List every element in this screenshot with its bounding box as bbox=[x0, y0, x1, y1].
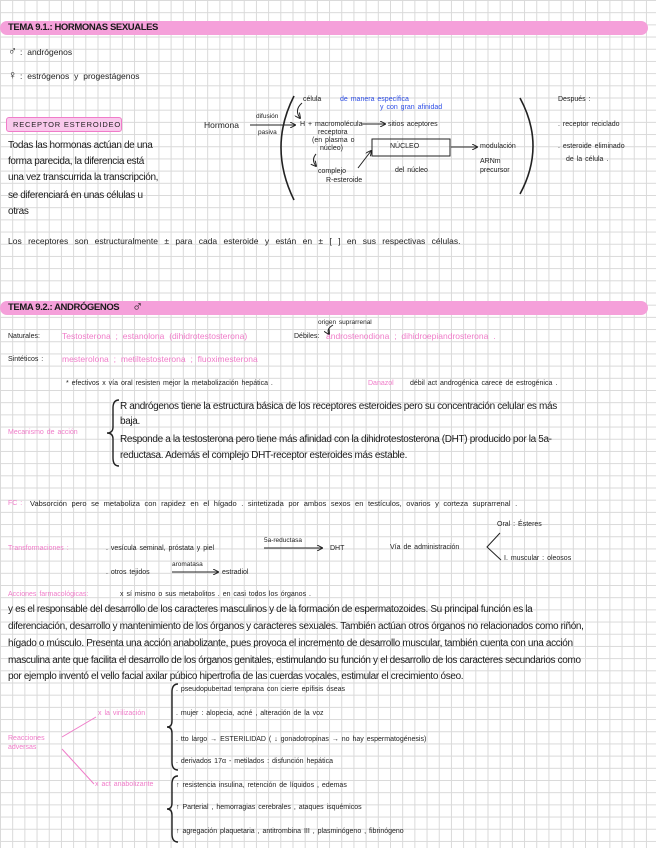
efectivos-note: * efectivos x vía oral resisten mejor la metabolización hepática . bbox=[66, 380, 273, 387]
diagram-eliminado-1: . esteroide eliminado bbox=[558, 143, 625, 150]
reacciones-label-2: adversas bbox=[8, 744, 37, 751]
anabolizante-item: ↑ agregación plaquetaria , antitrombina III , plasminógeno , fibrinógeno bbox=[176, 828, 404, 835]
diagram-macro-line-3: (en plasma o bbox=[312, 137, 355, 144]
mecanismo-line-4: reductasa. Además el complejo DHT-receptor esteroides más estable. bbox=[120, 450, 408, 461]
sinteticos-list: mesterolona ; metiltestosterona ; fluoximesterona bbox=[62, 354, 258, 364]
reacciones-label-1: Reacciones bbox=[8, 735, 45, 742]
receptor-esteroideo-label: RECEPTOR ESTEROIDEO bbox=[13, 120, 121, 129]
diagram-pasiva: pasiva bbox=[258, 129, 277, 136]
via-bracket bbox=[487, 533, 501, 560]
transform-2-product: estradiol bbox=[222, 569, 249, 576]
receptor-esteroideo-badge bbox=[6, 117, 122, 132]
transform-1-product: DHT bbox=[330, 545, 345, 552]
diagram-precursor: precursor bbox=[480, 167, 510, 174]
diagram-complejo-2: R-esteroide bbox=[326, 177, 363, 184]
reacciones-line-anabolizante bbox=[62, 749, 94, 784]
diagram-macro-line-2: receptora bbox=[318, 129, 348, 136]
diagram-difusion: difusión bbox=[256, 113, 279, 120]
diagram-arnm: ARNm bbox=[480, 158, 501, 165]
diagram-celula: célula bbox=[303, 96, 322, 103]
mecanismo-line-1: R andrógenos tiene la estructura básica de los receptores esteroides pero su concentración celular es más bbox=[120, 401, 557, 412]
naturales-label: Naturales: bbox=[8, 333, 40, 340]
male-text: : andrógenos bbox=[20, 47, 73, 57]
anabolizante-item: ↑ Parterial , hemorragias cerebrales , ataques isquémicos bbox=[176, 804, 362, 811]
diagram-hormona: Hormona bbox=[204, 120, 239, 130]
tema-9-1-title: TEMA 9.1.: HORMONAS SEXUALES bbox=[8, 22, 158, 33]
via-oral: Oral : Ésteres bbox=[497, 521, 542, 528]
intro-line-1: Todas las hormonas actúan de una bbox=[8, 140, 153, 151]
fc-text: Vabsorción pero se metaboliza con rapidez en el hígado . sintetizada por ambos sexos en testículos, ovarios y corteza suprarrenal . bbox=[30, 499, 518, 508]
intro-line-2: forma parecida, la diferencia está bbox=[8, 156, 144, 167]
parrafo-line-4: masculina ante que facilita el desarrollo de los órganos genitales, estimulando su función y el desarrollo de los caracteres secundarios como bbox=[8, 655, 581, 666]
mecanismo-line-2: baja. bbox=[120, 416, 140, 427]
mecanismo-line-3: Responde a la testosterona pero tiene más afinidad con la dihidrotestosterona (DHT) producido por la 5a- bbox=[120, 434, 552, 445]
diagram-especifica: de manera específica bbox=[340, 96, 409, 103]
anabolizante-label: x act anabolizante bbox=[95, 781, 154, 788]
diagram-modulacion: modulación bbox=[480, 143, 516, 150]
transform-2-source: . otros tejidos bbox=[106, 569, 150, 576]
transform-1-source: . vesícula seminal, próstata y piel bbox=[106, 545, 215, 552]
intro-line-4: se diferenciará en unas células u bbox=[8, 190, 143, 201]
celula-arrow bbox=[297, 103, 302, 118]
virilizacion-label: x la virilización bbox=[98, 710, 146, 717]
acciones-label: Acciones farmacológicas: bbox=[8, 591, 89, 598]
diagram-nucleo: NÚCLEO bbox=[390, 143, 420, 150]
virilizacion-item: . derivados 17α - metilados : disfunción hepática bbox=[176, 758, 333, 765]
debiles-list: androstenodiona ; dihidroepiandrosterona . bbox=[326, 331, 496, 341]
male-symbol-icon: ♂ bbox=[132, 298, 144, 315]
female-symbol-icon: ♀ bbox=[8, 68, 17, 82]
danazol-label: Danazol bbox=[368, 380, 394, 387]
via-label: Vía de administración bbox=[390, 544, 460, 551]
intro-line-5: otras bbox=[8, 206, 29, 217]
tema-9-1-header bbox=[0, 21, 648, 35]
virilizacion-item: . pseudopubertad temprana con cierre epífisis óseas bbox=[176, 686, 346, 693]
diagram-sitios: sitios aceptores bbox=[388, 121, 438, 128]
receptores-note: Los receptores son estructuralmente ± para cada esteroide y están en ± [ ] en sus respectivas células. bbox=[8, 236, 461, 246]
left-parenthesis bbox=[281, 96, 294, 200]
tema-9-2-title: TEMA 9.2.: ANDRÓGENOS bbox=[8, 302, 120, 313]
diagram-despues: Después : bbox=[558, 96, 591, 103]
danazol-note: débil act androgénica carece de estrogénica . bbox=[410, 380, 558, 387]
transform-1-enzyme: 5a-reductasa bbox=[264, 537, 302, 544]
acciones-text: x sí mismo o sus metabolitos . en casi todos los órganos . bbox=[120, 591, 311, 598]
via-im: I. muscular : oleosos bbox=[504, 555, 572, 562]
diagram-reciclado: . receptor reciclado bbox=[558, 121, 620, 128]
anabolizante-item: ↑ resistencia insulina, retención de líquidos , edemas bbox=[176, 782, 347, 789]
transformaciones-label: Transformaciones : bbox=[8, 545, 69, 552]
diagram-macro-line-4: núcleo) bbox=[320, 145, 343, 152]
mecanismo-brace bbox=[107, 400, 119, 466]
fc-label: FC : bbox=[8, 500, 23, 507]
parrafo-line-5: por ejemplo inventó el vello facial axilar púbico hipertrofia de las cuerdas vocales, estimular el crecimiento óseo. bbox=[8, 671, 464, 682]
reacciones-line-virilizacion bbox=[62, 717, 96, 737]
diagram-complejo-1: complejo bbox=[318, 168, 347, 175]
virilizacion-item: . tto largo → ESTERILIDAD ( ↓ gonadotropinas → no hay espermatogénesis) bbox=[176, 736, 427, 743]
complejo-to-nucleo-arrow bbox=[358, 151, 371, 168]
debiles-label: Débiles: bbox=[294, 333, 320, 340]
intro-line-3: una vez transcurrida la transcripción, bbox=[8, 172, 159, 183]
sinteticos-label: Sintéticos : bbox=[8, 356, 44, 363]
parrafo-line-1: y es el responsable del desarrollo de los caracteres masculinos y de la formación de espermatozoides. Su principal función es la bbox=[8, 604, 533, 615]
diagram-del-nucleo: del núcleo bbox=[395, 167, 428, 174]
naturales-list: Testosterona ; estanolona (dihidrotestosterona) bbox=[62, 331, 248, 341]
tema-9-2-header bbox=[0, 298, 648, 315]
macro-to-complejo-arrow bbox=[314, 154, 317, 166]
transform-2-enzyme: aromatasa bbox=[172, 561, 203, 568]
parrafo-line-3: hígado o músculo. Presenta una acción anabolizante, pues provoca el incremento de desarrollo muscular, también cuenta con una acción bbox=[8, 638, 573, 649]
male-symbol-icon: ♂ bbox=[8, 44, 17, 58]
female-text: : estrógenos y progestágenos bbox=[20, 71, 140, 81]
right-parenthesis bbox=[520, 98, 533, 194]
mecanismo-label: Mecanismo de acción bbox=[8, 429, 78, 436]
virilizacion-item: . mujer : alopecia, acné , alteración de la voz bbox=[176, 710, 324, 717]
origen-note: origen suprarrenal bbox=[318, 319, 372, 326]
diagram-macro-line-1: H + macromolécula bbox=[300, 121, 363, 128]
diagram-afinidad: y con gran afinidad bbox=[380, 104, 443, 111]
diagram-eliminado-2: de la célula . bbox=[566, 156, 609, 163]
parrafo-line-2: diferenciación, desarrollo y mantenimiento de los órganos y caracteres sexuales. También actúan otros órganos no relacionados como riñón, bbox=[8, 621, 584, 632]
